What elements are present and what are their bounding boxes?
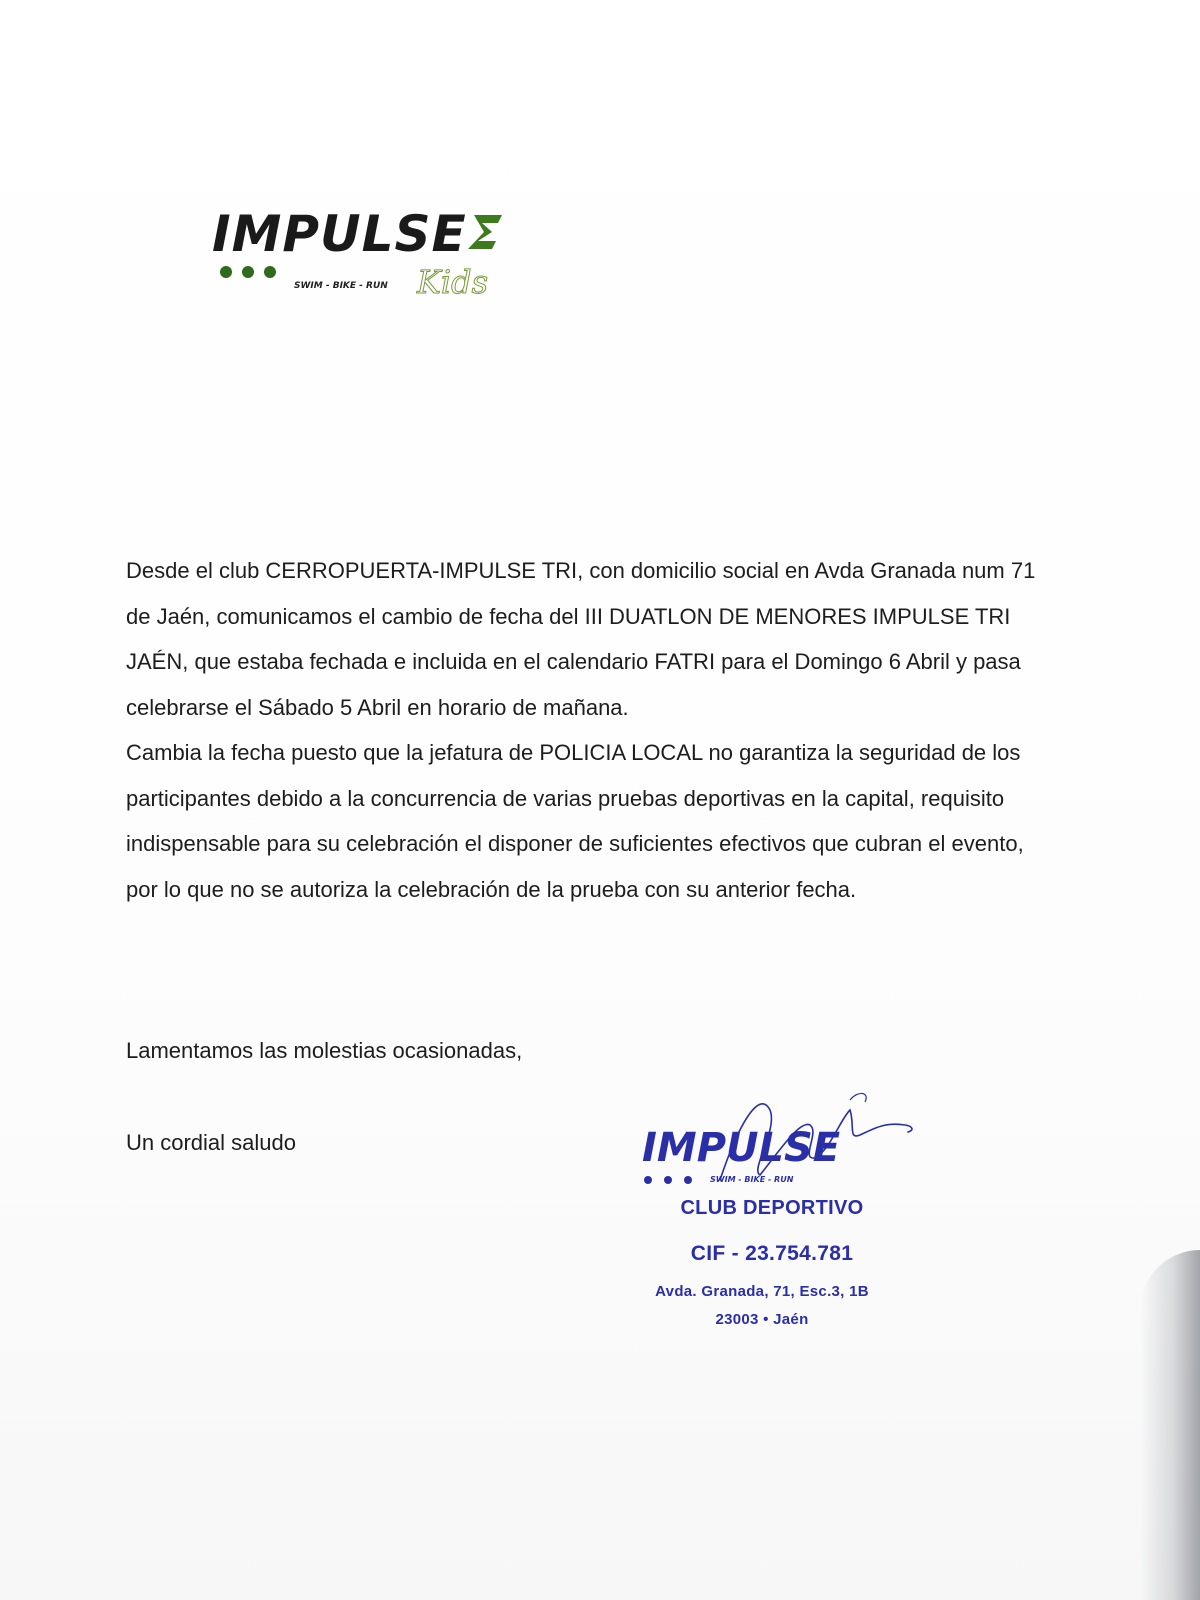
stamp-tagline: SWIM - BIKE - RUN [710,1175,794,1184]
paragraph-date-change: Desde el club CERROPUERTA-IMPULSE TRI, con domicilio social en Avda Granada num 71 de Jaén, comunicamos el cambio de fecha del III DUATLON DE MENORES IMPULSE TRI JAÉN, que estaba fechada e incluida en el calendario FATRI para el Domingo 6 Abril y pasa celebrarse el Sábado 5 Abril en horario de mañana. [126,558,1036,720]
stamp-run-icon [684,1176,692,1184]
swim-icon [220,266,232,278]
signature-scribble [700,1080,940,1200]
stamp-swim-icon [644,1176,652,1184]
stamp-brand: IMPULSE [642,1125,841,1171]
logo-wordmark: IMPULSE [212,205,467,263]
run-icon [264,266,276,278]
stamp-city: 23003 • Jaén [715,1311,809,1328]
stamp-club: CLUB DEPORTIVO [680,1197,864,1219]
letterhead-logo [212,205,512,305]
page-shadow [1140,1250,1200,1600]
logo-kids: Kids [417,263,489,301]
logo-tagline: SWIM - BIKE - RUN [294,281,388,291]
greeting-line: Un cordial saludo [126,1130,296,1155]
stamp-cif: CIF - 23.754.781 [690,1242,854,1265]
paragraph-reason: Cambia la fecha puesto que la jefatura de POLICIA LOCAL no garantiza la seguridad de los participantes debido a la concurrencia de varias pruebas deportivas en la capital, requisito indispensable para su celebración el disponer de suficientes efectivos que cubran el evento, por lo que no se autoriza la celebración de la prueba con su anterior fecha. [126,740,1024,902]
stamp-address: Avda. Granada, 71, Esc.3, 1B [655,1283,869,1300]
closing-line: Lamentamos las molestias ocasionadas, [126,1038,523,1063]
letter-body [126,548,1046,912]
bike-icon [242,266,254,278]
stamp-bike-icon [664,1176,672,1184]
